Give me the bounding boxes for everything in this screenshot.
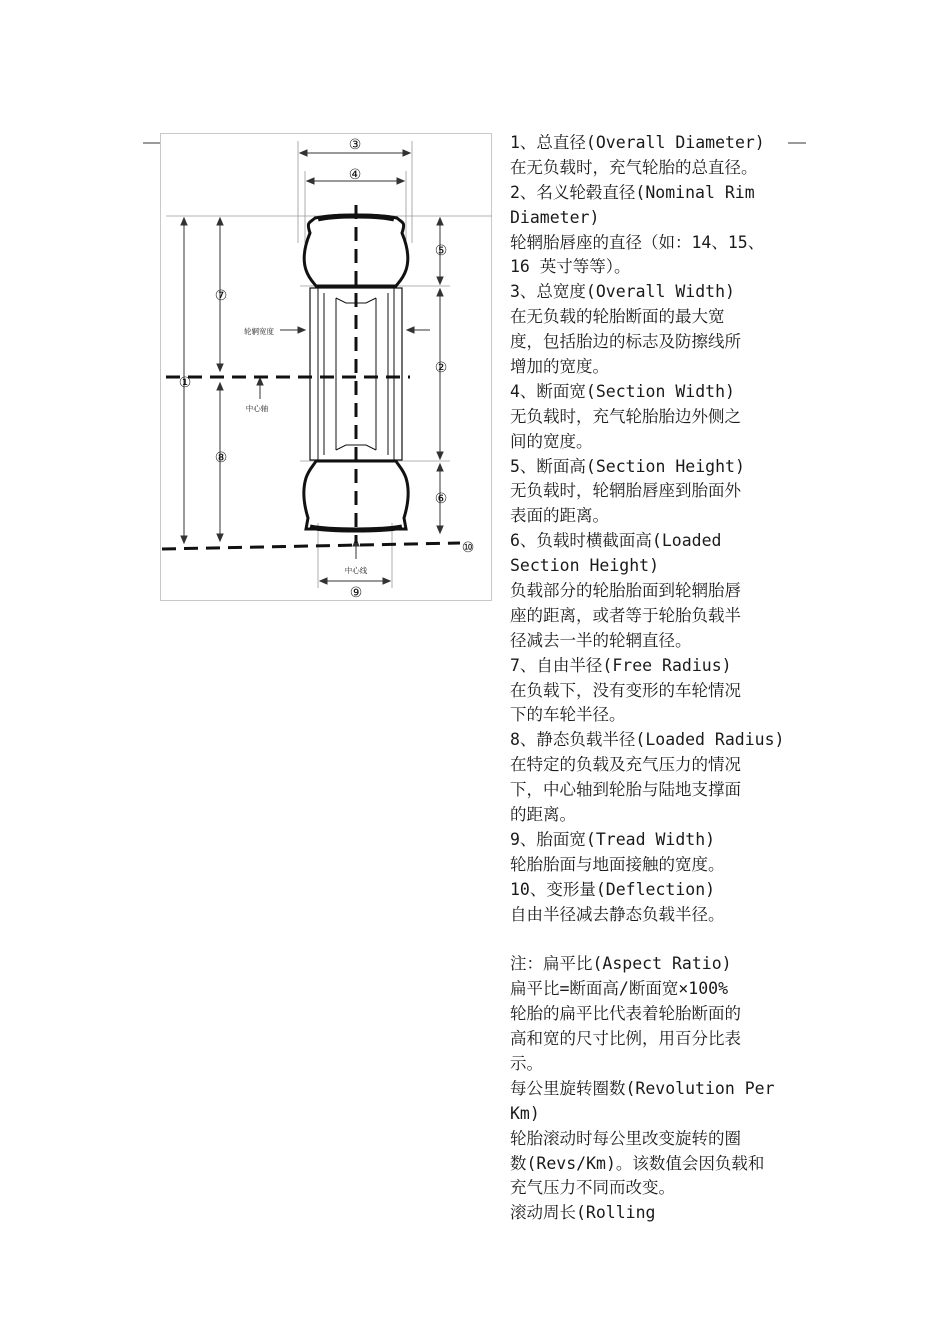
label-1: ① bbox=[178, 375, 192, 391]
text-line: 7、自由半径(Free Radius) bbox=[510, 655, 732, 675]
text-line: 下的车轮半径。 bbox=[510, 705, 626, 725]
text-line: 10、变形量(Deflection) bbox=[510, 879, 716, 899]
text-line: 滚动周长(Rolling bbox=[510, 1203, 656, 1223]
text-line: 在无负载的轮胎断面的最大宽 bbox=[510, 307, 725, 327]
text-line: 在无负载时，充气轮胎的总直径。 bbox=[510, 157, 758, 177]
text-line: 注：扁平比(Aspect Ratio) bbox=[510, 954, 732, 974]
text-line: 3、总宽度(Overall Width) bbox=[510, 282, 735, 302]
text-line: 示。 bbox=[510, 1053, 543, 1073]
label-8: ⑧ bbox=[214, 450, 228, 466]
text-line: 扁平比=断面高/断面宽×100% bbox=[510, 979, 729, 999]
label-6: ⑥ bbox=[434, 491, 448, 507]
text-line: 在特定的负载及充气压力的情况 bbox=[510, 755, 741, 775]
label-10: ⑩ bbox=[461, 540, 475, 556]
label-3: ③ bbox=[348, 137, 362, 153]
text-line: 4、断面宽(Section Width) bbox=[510, 381, 735, 401]
text-line: 无负载时，充气轮胎胎边外侧之 bbox=[510, 406, 741, 426]
text-line: 每公里旋转圈数(Revolution Per bbox=[510, 1078, 775, 1098]
text-line: 自由半径减去静态负载半径。 bbox=[510, 904, 725, 924]
text-line: 轮胎的扁平比代表着轮胎断面的 bbox=[510, 1004, 741, 1024]
text-line: 高和宽的尺寸比例，用百分比表 bbox=[510, 1029, 741, 1049]
text-line: 负载部分的轮胎胎面到轮辋胎唇 bbox=[510, 581, 741, 601]
corner-mark-left bbox=[143, 142, 161, 144]
text-line: 轮辋胎唇座的直径（如：14、15、 bbox=[510, 232, 765, 252]
text-line: 下，中心轴到轮胎与陆地支撑面 bbox=[510, 780, 741, 800]
text-line: 1、总直径(Overall Diameter) bbox=[510, 133, 765, 152]
label-2: ② bbox=[434, 360, 448, 376]
text-line: 8、静态负载半径(Loaded Radius) bbox=[510, 730, 785, 750]
center-axis-label: 中心轴 bbox=[245, 404, 269, 413]
text-line: 度，包括胎边的标志及防擦线所 bbox=[510, 332, 741, 352]
text-line: 的距离。 bbox=[510, 805, 576, 825]
text-line: 6、负载时横截面高(Loaded bbox=[510, 531, 722, 551]
text-line: 5、断面高(Section Height) bbox=[510, 456, 745, 476]
text-line: 16 英寸等等）。 bbox=[510, 257, 631, 277]
center-line-label: 中心线 bbox=[344, 566, 368, 575]
text-line: Km) bbox=[510, 1103, 540, 1123]
text-line: 径减去一半的轮辋直径。 bbox=[510, 630, 692, 650]
text-line: 增加的宽度。 bbox=[510, 357, 609, 377]
definitions-text bbox=[510, 131, 810, 1226]
text-line: 9、胎面宽(Tread Width) bbox=[510, 829, 716, 849]
text-line: 2、名义轮毂直径(Nominal Rim bbox=[510, 182, 755, 202]
text-line: 无负载时，轮辋胎唇座到胎面外 bbox=[510, 481, 741, 501]
label-9: ⑨ bbox=[349, 585, 363, 601]
text-line: 轮胎胎面与地面接触的宽度。 bbox=[510, 854, 725, 874]
text-line: 数(Revs/Km)。该数值会因负载和 bbox=[510, 1153, 765, 1173]
text-line: Section Height) bbox=[510, 556, 660, 576]
label-7: ⑦ bbox=[214, 288, 228, 304]
text-line: 间的宽度。 bbox=[510, 431, 593, 451]
text-line: 充气压力不同而改变。 bbox=[510, 1178, 675, 1198]
text-line: 在负载下，没有变形的车轮情况 bbox=[510, 680, 741, 700]
label-5: ⑤ bbox=[434, 243, 448, 259]
label-4: ④ bbox=[348, 167, 362, 183]
text-line: Diameter) bbox=[510, 207, 600, 227]
rim-width-label: 轮辋宽度 bbox=[244, 327, 274, 336]
text-line: 轮胎滚动时每公里改变旋转的圈 bbox=[510, 1128, 741, 1148]
tire-dimension-diagram bbox=[160, 133, 492, 601]
text-line: 表面的距离。 bbox=[510, 506, 609, 526]
text-line: 座的距离，或者等于轮胎负载半 bbox=[510, 605, 741, 625]
text-line bbox=[510, 928, 810, 953]
